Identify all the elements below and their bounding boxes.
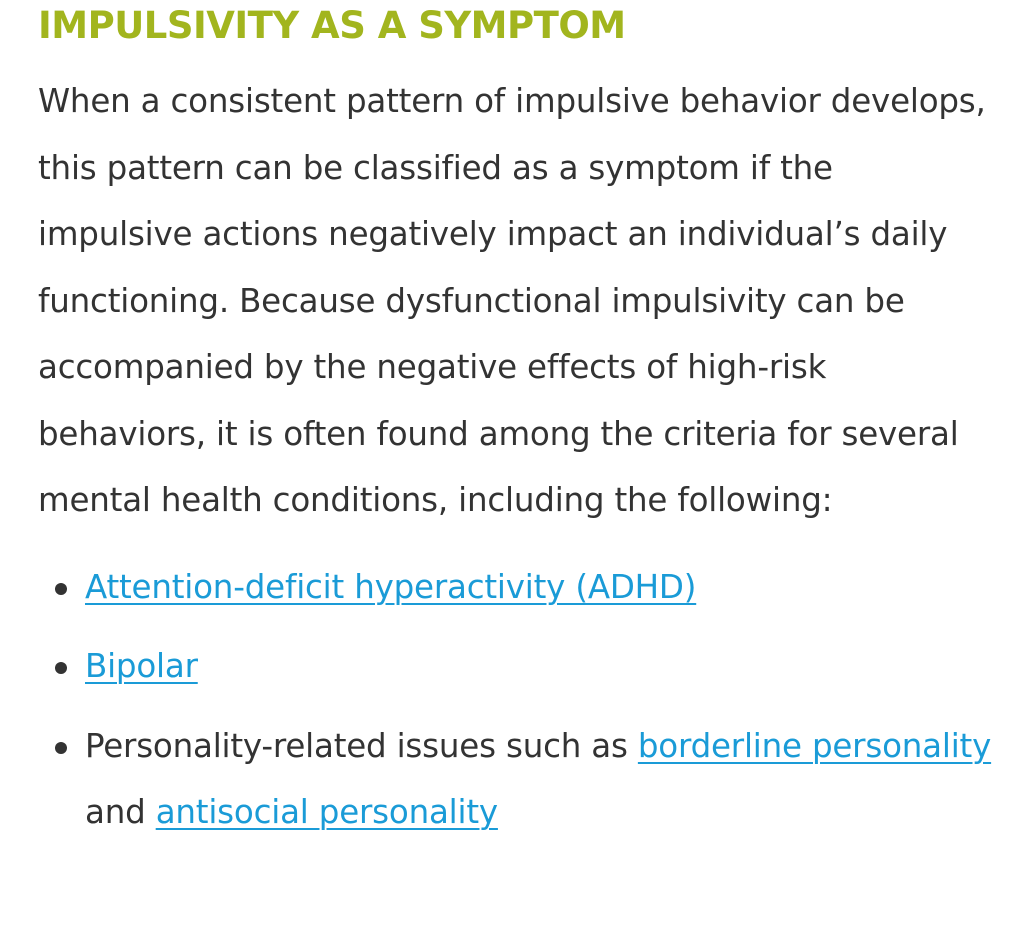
list-item-personality	[38, 713, 994, 846]
bullet-icon	[55, 742, 67, 754]
body-paragraph: When a consistent pattern of impulsive behavior develops, this pattern can be classified as a symptom if the impulsive actions negatively impact an individual’s daily functioning. Because dysfunctional impulsivity can be accompanied by the negative effects of high-risk behaviors, it is often found among the criteria for several mental health conditions, including the following:	[38, 82, 986, 519]
bullet-icon	[55, 662, 67, 674]
section-heading: IMPULSIVITY AS A SYMPTOM	[38, 4, 626, 47]
conditions-list	[38, 554, 994, 846]
list-item-adhd	[38, 554, 994, 621]
antisocial-personality-link[interactable]: antisocial personality	[155, 793, 498, 831]
bipolar-link[interactable]: Bipolar	[85, 647, 198, 685]
adhd-link[interactable]: Attention-deficit hyperactivity (ADHD)	[85, 567, 697, 606]
bullet-icon	[55, 583, 67, 595]
list-item-bipolar	[38, 633, 994, 700]
conjunction-text: and	[85, 793, 156, 831]
borderline-personality-link[interactable]: borderline personality	[637, 726, 992, 765]
personality-prefix-text: Personality-related issues such as	[85, 726, 638, 765]
